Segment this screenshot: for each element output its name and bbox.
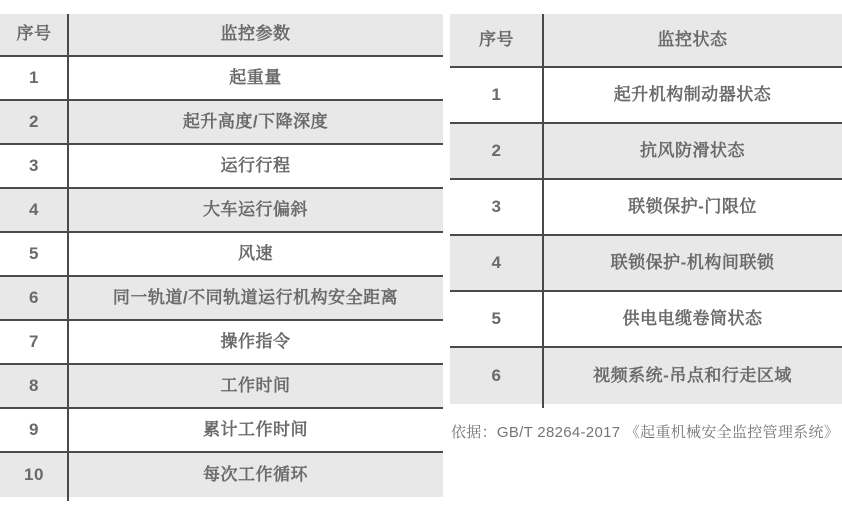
row-index-cell: 3 [29, 155, 39, 175]
row-label-cell: 同一轨道/不同轨道运行机构安全距离 [112, 287, 399, 307]
table-row [450, 180, 842, 236]
row-label-cell: 抗风防滑状态 [640, 140, 745, 160]
row-index-cell: 6 [491, 365, 502, 385]
row-label-cell: 风速 [238, 243, 273, 263]
row-label-cell: 每次工作循环 [203, 464, 308, 484]
row-label-cell: 供电电缆卷筒状态 [622, 308, 763, 328]
row-index-cell: 1 [29, 67, 39, 87]
column-header-status: 监控状态 [657, 29, 728, 49]
row-index-cell: 1 [491, 84, 502, 104]
column-divider [542, 14, 544, 408]
table-header-row [450, 14, 842, 68]
row-label-cell: 运行行程 [220, 155, 291, 175]
row-index-cell: 3 [491, 196, 502, 216]
row-index-cell: 2 [29, 111, 39, 131]
row-index-cell: 5 [491, 308, 502, 328]
row-index-cell: 2 [491, 140, 502, 160]
table-body [450, 68, 842, 404]
row-label-cell: 累计工作时间 [203, 419, 308, 439]
row-label-cell: 联锁保护-门限位 [628, 196, 757, 216]
row-label-cell: 联锁保护-机构间联锁 [610, 252, 775, 272]
monitoring-status-table [450, 14, 842, 404]
table-row [450, 68, 842, 124]
table-row [450, 292, 842, 348]
row-index-cell: 4 [29, 199, 39, 219]
monitoring-parameters-table [0, 14, 443, 497]
column-header-index: 序号 [479, 29, 514, 49]
table-row [450, 124, 842, 180]
column-header-index: 序号 [16, 24, 52, 44]
row-index-cell: 5 [29, 243, 39, 263]
row-label-cell: 工作时间 [220, 375, 291, 395]
row-label-cell: 起升高度/下降深度 [182, 111, 329, 131]
row-index-cell: 9 [29, 419, 39, 439]
row-index-cell: 6 [29, 287, 39, 307]
table-row [450, 236, 842, 292]
row-label-cell: 起重量 [229, 67, 282, 87]
row-index-cell: 4 [491, 252, 502, 272]
row-index-cell: 7 [29, 331, 39, 351]
reference-note: 依据：GB/T 28264-2017 《起重机械安全监控管理系统》 [451, 424, 840, 441]
row-label-cell: 视频系统-吊点和行走区域 [593, 365, 792, 385]
table-row [450, 348, 842, 404]
row-label-cell: 操作指令 [220, 331, 291, 351]
row-label-cell: 大车运行偏斜 [203, 199, 308, 219]
row-index-cell: 10 [24, 464, 44, 484]
row-label-cell: 起升机构制动器状态 [613, 84, 772, 104]
row-index-cell: 8 [29, 375, 39, 395]
column-header-parameter: 监控参数 [220, 24, 291, 44]
column-divider [67, 14, 69, 501]
